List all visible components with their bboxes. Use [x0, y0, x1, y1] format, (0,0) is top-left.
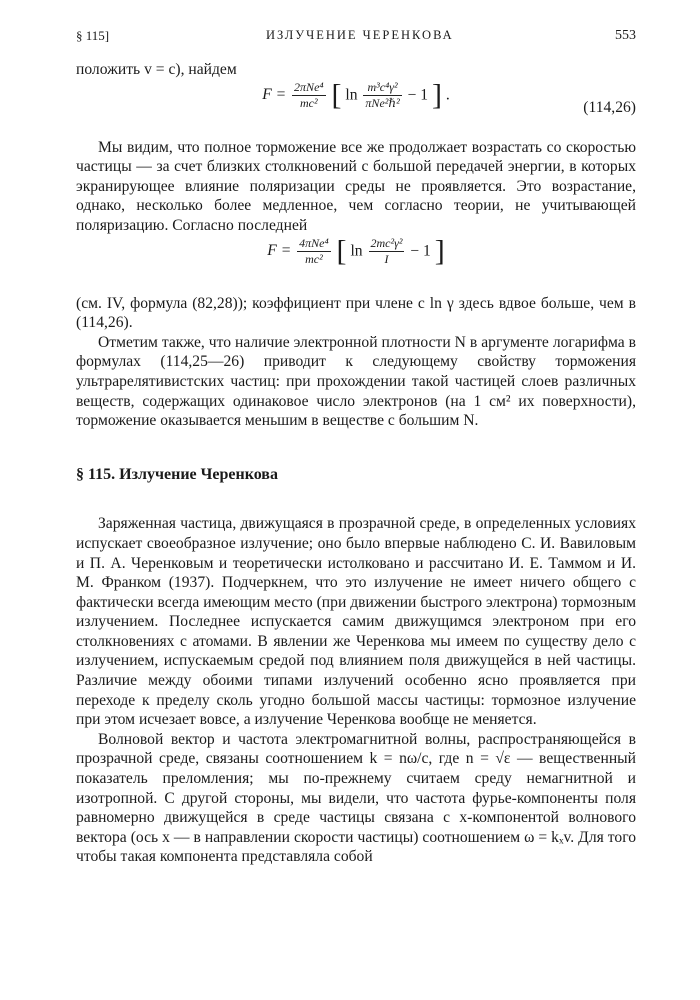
paragraph-4: Заряженная частица, движущаяся в прозрачной среде, в определенных условиях испускает своеобразное излучение; оно было впервые наблюдено С. И. Вавиловым и П. А. Черенковым и теоретически истолковано и рассчитано И. Е. Таммом и И. М. Франком (1937). Подчеркнем, что это излучение не имеет ничего общего с фактически всегда имеющим место (при движении быстрого электрона) тормозным излучением. Последнее испускается самим движущимся электроном при его столкновениях с атомами. В явлении же Черенкова мы имеем по существу дело с излучением, испускаемым средой под влиянием поля движущейся в ней частицы. Различие между обоими типами излучений особенно ясно проявляется при переходе к пределу сколь угодно большой массы частицы: тормозное излучение при этом исчезает вовсе, а излучение Черенкова вообще не меняется.: [76, 515, 636, 729]
paragraph-2: (см. IV, формула (82,28)); коэффициент при члене с ln γ здесь вдвое больше, чем в (114,26).: [76, 294, 636, 332]
formula1-inner-numerator: m³c⁴γ²: [363, 80, 401, 96]
running-title: ИЗЛУЧЕНИЕ ЧЕРЕНКОВА: [266, 28, 454, 42]
formula2-numerator: 4πNe⁴: [299, 235, 329, 250]
formula2-denominator: mc²: [305, 251, 323, 266]
formula2-lhs: F =: [267, 241, 292, 259]
formula1-right-bracket: ]: [432, 78, 442, 112]
section-heading: § 115. Излучение Черенкова: [76, 465, 278, 483]
formula1-ln: ln: [345, 86, 358, 104]
formula-114-26: [76, 80, 636, 138]
formula1-fraction: [292, 80, 326, 111]
section-reference: § 115]: [76, 28, 110, 43]
formula1-left-bracket: [: [331, 78, 342, 112]
formula1-numerator: 2πNe⁴: [294, 79, 324, 94]
formula2-fraction: [297, 236, 331, 267]
formula2-right-bracket: ]: [434, 234, 445, 268]
formula1-lhs: F =: [262, 85, 287, 103]
formula2-left-bracket: [: [336, 234, 347, 268]
formula1-tail: − 1: [407, 86, 429, 104]
intro-line: положить v = c), найдем: [76, 61, 237, 78]
formula1-inner-denominator: πNe²ℏ²: [365, 95, 400, 110]
page-number: 553: [615, 28, 636, 43]
paragraph-3: Отметим также, что наличие электронной плотности N в аргументе логарифма в формулах (114,25—26) приводит к следующему свойству торможения ультрарелятивистских частиц: при прохождении такой частицей слоев различных веществ, содержащих одинаковое число электронов (на 1 см² их поверхности), торможение оказывается меньшим в веществе с большим N.: [76, 333, 636, 430]
formula2-tail: − 1: [410, 242, 431, 260]
formula1-denominator: mc²: [300, 95, 318, 110]
formula2-inner-fraction: [369, 236, 405, 267]
formula2-ln: ln: [350, 242, 363, 260]
page-body: [76, 60, 636, 867]
paragraph-5: Волновой вектор и частота электромагнитной волны, распространяющейся в прозрачной среде, связаны соотношением k = nω/c, где n = √ε — вещественный показатель преломления; мы по-прежнему считаем среду немагнитной и изотропной. С другой стороны, мы видели, что частота фурье-компоненты поля равномерно движущейся в среде частицы связана с x-компонентой волнового вектора (ось x — в направлении скорости частицы) соотношением ω = kₓv. Для того чтобы такая компонента представляла собой: [76, 730, 636, 866]
formula2-inner-numerator: 2mc²γ²: [370, 235, 403, 250]
formula1-period: .: [445, 86, 450, 104]
formula2-inner-denominator: I: [384, 251, 389, 266]
formula-2: [76, 236, 636, 294]
paragraph-1: Мы видим, что полное торможение все же продолжает возрастать со скоростью частицы — за счет близких столкновений с большой передачей энергии, в которых экранирующее влияние поляризации среды не проявляется. Это возрастание, однако, несколько более медленное, чем согласно теории, не учитывающей поляризацию. Согласно последней: [76, 138, 636, 234]
formula1-inner-fraction: [363, 80, 401, 111]
running-header: [76, 28, 636, 50]
formula1-number: (114,26): [583, 98, 636, 116]
